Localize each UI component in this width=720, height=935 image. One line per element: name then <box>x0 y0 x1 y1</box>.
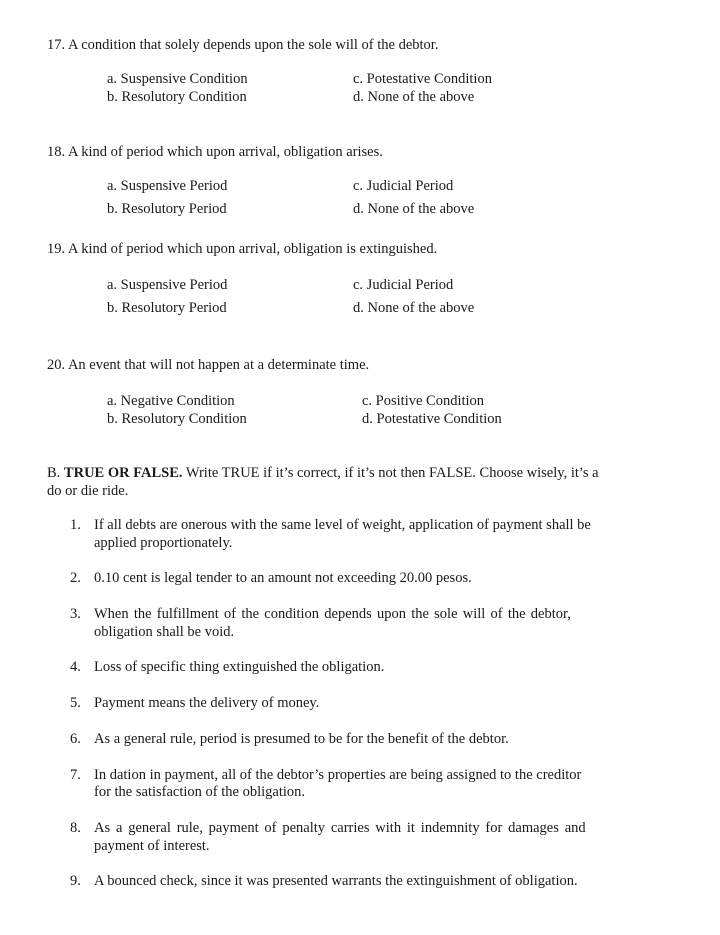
question-17-option-d: d. None of the above <box>353 89 475 105</box>
tf-item-8-line1: As a general rule, payment of penalty carries with it indemnity for damages and <box>94 820 586 836</box>
question-20-option-a: a. Negative Condition <box>107 393 235 409</box>
question-18-option-b: b. Resolutory Period <box>107 201 227 217</box>
tf-item-6-number: 6. <box>70 731 81 747</box>
tf-item-3-line1: When the fulfillment of the condition depends upon the sole will of the debtor, <box>94 606 571 622</box>
question-18-option-d: d. None of the above <box>353 201 475 217</box>
tf-item-2-line1: 0.10 cent is legal tender to an amount not exceeding 20.00 pesos. <box>94 570 472 586</box>
tf-item-7-number: 7. <box>70 767 81 783</box>
question-17-option-c: c. Potestative Condition <box>353 71 492 87</box>
section-b-heading: TRUE OR FALSE. <box>63 465 183 481</box>
tf-item-5-number: 5. <box>70 695 81 711</box>
question-19-option-c: c. Judicial Period <box>353 277 454 293</box>
tf-item-8-number: 8. <box>70 820 81 836</box>
tf-item-6-line1: As a general rule, period is presumed to be for the benefit of the debtor. <box>94 731 509 747</box>
section-b-instructions-line1: Write TRUE if it’s correct, if it’s not then FALSE. Choose wisely, it’s a <box>185 465 599 481</box>
question-17-option-b: b. Resolutory Condition <box>107 89 247 105</box>
tf-item-1-number: 1. <box>70 517 81 533</box>
tf-item-4-number: 4. <box>70 659 81 675</box>
tf-item-9-line1: A bounced check, since it was presented warrants the extinguishment of obligation. <box>94 873 578 889</box>
question-18-stem: 18. A kind of period which upon arrival, obligation arises. <box>47 144 383 160</box>
question-20-option-b: b. Resolutory Condition <box>107 411 247 427</box>
question-17-stem: 17. A condition that solely depends upon the sole will of the debtor. <box>47 37 439 53</box>
section-b-instructions <box>47 464 599 482</box>
question-17-option-a: a. Suspensive Condition <box>107 71 248 87</box>
tf-item-3-line2: obligation shall be void. <box>94 624 235 640</box>
question-19-option-b: b. Resolutory Period <box>107 300 227 316</box>
tf-item-7-line2: for the satisfaction of the obligation. <box>94 784 306 800</box>
tf-item-7-line1: In dation in payment, all of the debtor’s properties are being assigned to the creditor <box>94 767 582 783</box>
tf-item-8-line2: payment of interest. <box>94 838 210 854</box>
tf-item-1-line1: If all debts are onerous with the same level of weight, application of payment shall be <box>94 517 591 533</box>
tf-item-4-line1: Loss of specific thing extinguished the obligation. <box>94 659 385 675</box>
tf-item-1-line2: applied proportionately. <box>94 535 233 551</box>
question-19-option-d: d. None of the above <box>353 300 475 316</box>
question-20-option-d: d. Potestative Condition <box>362 411 502 427</box>
question-18-option-c: c. Judicial Period <box>353 178 454 194</box>
tf-item-9-number: 9. <box>70 873 81 889</box>
question-20-stem: 20. An event that will not happen at a determinate time. <box>47 357 370 373</box>
question-20-option-c: c. Positive Condition <box>362 393 485 409</box>
question-19-option-a: a. Suspensive Period <box>107 277 228 293</box>
tf-item-2-number: 2. <box>70 570 81 586</box>
tf-item-5-line1: Payment means the delivery of money. <box>94 695 320 711</box>
section-b-instructions-line2: do or die ride. <box>47 483 129 499</box>
tf-item-3-number: 3. <box>70 606 81 622</box>
question-18-option-a: a. Suspensive Period <box>107 178 228 194</box>
section-b-prefix: B. <box>47 465 61 481</box>
question-19-stem: 19. A kind of period which upon arrival, obligation is extinguished. <box>47 241 438 257</box>
